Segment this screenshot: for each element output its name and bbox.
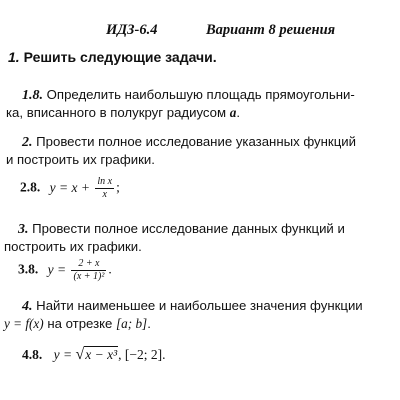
formula-3-8-label: 3.8. xyxy=(18,261,39,277)
task-2-line2: и построить их графики. xyxy=(6,152,155,167)
formula-2-8-fraction xyxy=(95,176,114,201)
problem-1-8-number: 1.8. xyxy=(22,88,43,103)
task-3-number: 3. xyxy=(18,222,29,237)
problem-1-8-radius: a xyxy=(229,105,237,120)
problem-1-8-line2: ка, вписанного в полукруг радиусом xyxy=(6,105,227,120)
sqrt-sign: √ xyxy=(75,346,85,363)
formula-4-8-lhs: y = xyxy=(53,347,73,362)
task-1-heading xyxy=(8,49,217,65)
formula-3-8-fraction xyxy=(71,258,106,283)
task-4-number: 4. xyxy=(22,299,33,314)
formula-3-8-lhs: y = xyxy=(47,261,67,277)
task-2-number: 2. xyxy=(22,135,33,150)
formula-3-8-numerator: 2 + x xyxy=(71,258,106,271)
task-1-text: Решить следующие задачи. xyxy=(23,49,217,65)
formula-4-8 xyxy=(22,346,166,364)
formula-2-8-end: ; xyxy=(116,179,120,195)
formula-2-8-lhs: y = x + xyxy=(49,179,90,195)
task-3-line2: построить их графики. xyxy=(4,239,142,254)
problem-1-8-line1: Определить наибольшую площадь прямоугольни- xyxy=(46,87,355,102)
doc-title: ИДЗ-6.4 xyxy=(106,22,158,38)
formula-4-8-radicand: x − x³ xyxy=(85,347,118,362)
task-4-interval: [a; b] xyxy=(116,316,148,331)
formula-2-8 xyxy=(20,176,120,201)
task-4-function: y = f(x) xyxy=(4,316,44,331)
variant-label: Вариант 8 решения xyxy=(206,22,336,38)
formula-3-8-denominator: (x + 1)² xyxy=(73,271,105,282)
task-4-line1: Найти наименьшее и наибольшее значения функции xyxy=(36,298,363,313)
formula-4-8-interval: , [−2; 2]. xyxy=(118,347,166,362)
task-4-end: . xyxy=(147,316,151,331)
formula-2-8-numerator: ln x xyxy=(97,176,113,187)
formula-4-8-label: 4.8. xyxy=(22,347,43,362)
task-3-block xyxy=(4,220,345,255)
formula-3-8-end: . xyxy=(108,261,112,277)
task-3-line1: Провести полное исследование данных функций и xyxy=(32,221,345,236)
task-4-block xyxy=(4,297,363,332)
problem-1-8 xyxy=(6,86,355,121)
problem-1-8-end: . xyxy=(236,105,241,120)
formula-2-8-label: 2.8. xyxy=(20,179,41,195)
task-1-number: 1. xyxy=(8,49,20,65)
task-2-line1: Провести полное исследование указанных функций xyxy=(36,134,356,149)
task-4-mid: на отрезке xyxy=(47,316,113,331)
formula-2-8-denominator: x xyxy=(102,189,107,200)
task-2-block xyxy=(6,133,356,168)
formula-3-8 xyxy=(18,258,112,283)
